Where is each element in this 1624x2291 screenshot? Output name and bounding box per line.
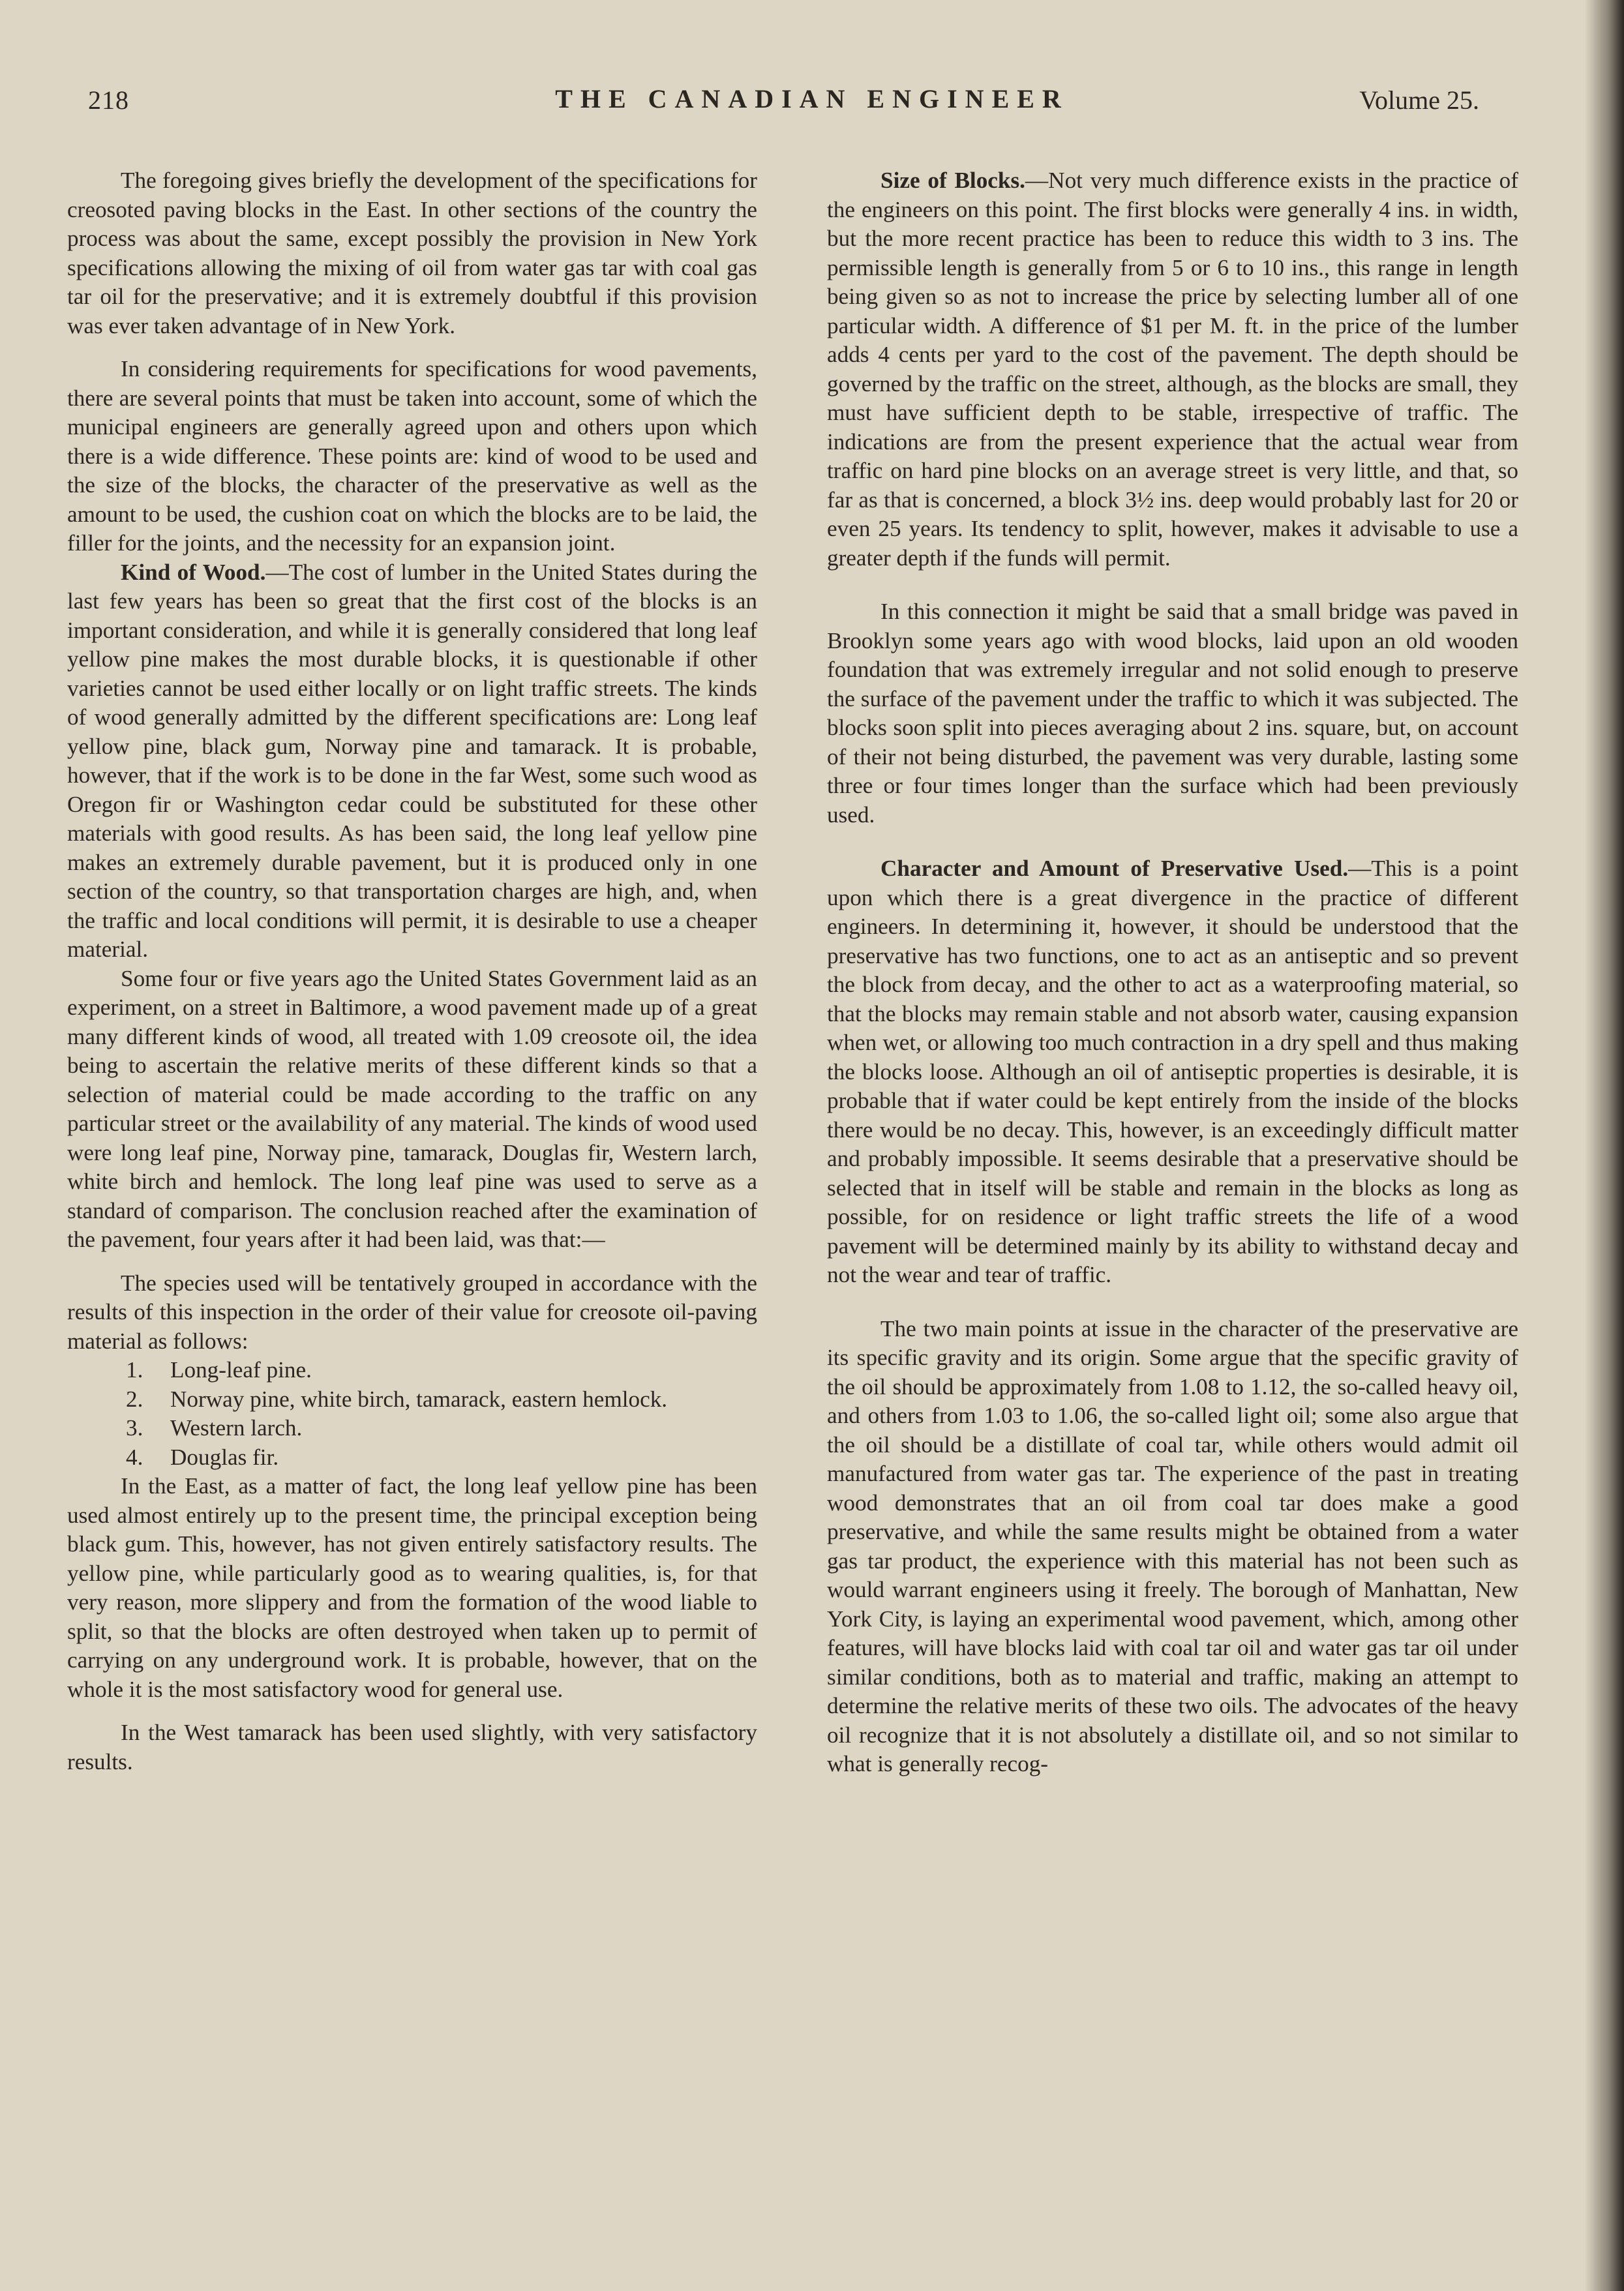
- right-column: [827, 166, 1518, 1779]
- page-header: [0, 85, 1624, 124]
- list-text: Douglas fir.: [170, 1444, 279, 1470]
- page-number: 218: [88, 85, 129, 115]
- page-edge-shadow: [1585, 0, 1624, 2291]
- list-number: 2.: [126, 1386, 143, 1412]
- list-number: 1.: [126, 1357, 143, 1383]
- list-text: Norway pine, white birch, tamarack, eastern hemlock.: [170, 1386, 668, 1412]
- left-column: [67, 166, 757, 1776]
- section-heading: Character and Amount of Preservative Used.: [880, 856, 1349, 881]
- paragraph: Some four or five years ago the United States Government laid as an experiment, on a street in Baltimore, a wood pavement made up of a great many different kinds of wood, all treated with 1.09 creosote oil, the idea being to ascertain the relative merits of these different kinds so that a selection of material could be made according to the traffic on any particular street or the availability of any material. The kinds of wood used were long leaf pine, Norway pine, tamarack, Douglas fir, Western larch, white birch and hemlock. The long leaf pine was used to serve as a standard of comparison. The conclusion reached after the examination of the pavement, four years after it had been laid, was that:—: [67, 965, 757, 1252]
- paragraph: In considering requirements for specifications for wood pavements, there are several points that must be taken into account, some of which the municipal engineers are generally agreed upon and others upon which there is a wide difference. These points are: kind of wood to be used and the size of the blocks, the character of the preservative as well as the amount to be used, the cushion coat on which the blocks are to be laid, the filler for the joints, and the necessity for an expansion joint.: [67, 356, 757, 556]
- list-item: [67, 1356, 757, 1385]
- paragraph: The two main points at issue in the character of the preservative are its specific gravity and its origin. Some argue that the specific gravity of the oil should be approximately from 1.08 to 1.12, the so-called heavy oil, and others from 1.03 to 1.06, the so-called light oil; some also argue that the oil should be a distillate of coal tar, while others would admit oil manufactured from water gas tar. The experience of the past in treating wood demonstrates that an oil from coal tar does make a good preservative, and while the same results might be obtained from a water gas tar product, the experience with this material has not been such as would warrant engineers using it freely. The borough of Manhattan, New York City, is laying an experimental wood pavement, which, among other features, will have blocks laid with coal tar oil and water gas tar oil under similar conditions, both as to material and traffic, making an attempt to determine the relative merits of these two oils. The advocates of the heavy oil recognize that it is not absolutely a distillate oil, and so not similar to what is generally recog-: [827, 1315, 1518, 1776]
- paragraph: In the West tamarack has been used slightly, with very satisfactory results.: [67, 1720, 757, 1774]
- list-number: 4.: [126, 1444, 143, 1470]
- paragraph: The foregoing gives briefly the development of the specifications for creosoted paving blocks in the East. In other sections of the country the process was about the same, except possibly the provision in New York specifications allowing the mixing of oil from water gas tar with coal gas tar oil for the preservative; and it is extremely doubtful if this provision was ever taken advantage of in New York.: [67, 168, 757, 338]
- volume-label: Volume 25.: [1359, 85, 1479, 115]
- section-heading: Kind of Wood.: [121, 559, 266, 585]
- paragraph: In this connection it might be said that a small bridge was paved in Brooklyn some years ago with wood blocks, laid upon an old wooden foundation that was extremely irregular and not solid enough to preserve the surface of the pavement under the traffic to which it was subjected. The blocks soon split into pieces averaging about 2 ins. square, but, on account of their not being disturbed, the pavement was very durable, lasting some three or four times longer than the surface which had been previously used.: [827, 599, 1518, 828]
- paragraph-body: —The cost of lumber in the United States during the last few years has been so great that the first cost of the blocks is an important consideration, and while it is generally considered that long leaf yellow pine makes the most durable blocks, it is questionable if other varieties cannot be used either locally or on light traffic streets. The kinds of wood generally admitted by the different specifications are: Long leaf yellow pine, black gum, Norway pine and tamarack. It is probable, however, that if the work is to be done in the far West, some such wood as Oregon fir or Washington cedar could be substituted for these other materials with good results. As has been said, the long leaf yellow pine makes an extremely durable pavement, but it is produced only in one section of the country, so that transportation charges are high, and, when the traffic and local conditions will permit, it is desirable to use a cheaper material.: [67, 559, 758, 962]
- journal-title: THE CANADIAN ENGINEER: [555, 84, 1069, 113]
- list-item: [67, 1443, 757, 1473]
- list-item: [67, 1414, 757, 1443]
- paragraph: In the East, as a matter of fact, the long leaf yellow pine has been used almost entirely up to the present time, the principal exception being black gum. This, however, has not given entirely satisfactory results. The yellow pine, while particularly good as to wearing qualities, is, for that very reason, more slippery and from the formation of the wood liable to split, so that the blocks are often destroyed when taken up to permit of carrying on any underground work. It is probable, however, that on the whole it is the most satisfactory wood for general use.: [67, 1473, 757, 1702]
- paragraph: The species used will be tentatively grouped in accordance with the results of this inspection in the order of their value for creosote oil-paving material as follows:: [67, 1270, 757, 1354]
- paragraph: [827, 166, 1518, 573]
- list-item: [67, 1385, 757, 1415]
- list-text: Long-leaf pine.: [170, 1357, 312, 1383]
- section-heading: Size of Blocks.: [880, 168, 1025, 193]
- list-number: 3.: [126, 1415, 143, 1441]
- paragraph-body: —This is a point upon which there is a great divergence in the practice of different engineers. In determining it, however, it should be understood that the preservative has two functions, one to act as an antiseptic and so prevent the block from decay, and the other to act as a waterproofing material, so that the blocks may remain stable and not absorb water, causing expansion when wet, or allowing too much contraction in a dry spell and thus making the blocks loose. Although an oil of antiseptic properties is desirable, it is probable that if water could be kept entirely from the inside of the blocks there would be no decay. This, however, is an exceedingly difficult matter and probably impossible. It seems desirable that a preservative should be selected that in itself will be stable and remain in the blocks as long as possible, for on residence or light traffic streets the life of a wood pavement will be determined mainly by its ability to withstand decay and not the wear and tear of traffic.: [827, 856, 1518, 1287]
- paragraph-body: —Not very much difference exists in the practice of the engineers on this point. The first blocks were generally 4 ins. in width, but the more recent practice has been to reduce this width to 3 ins. The permissible length is generally from 5 or 6 to 10 ins., this range in length being given so as not to increase the price by selecting lumber all of one particular width. A difference of $1 per M. ft. in the price of the lumber adds 4 cents per yard to the cost of the pavement. The depth should be governed by the traffic on the street, although, as the blocks are small, they must have sufficient depth to be stable, irrespective of traffic. The indications are from the present experience that the actual wear from traffic on hard pine blocks on an average street is very little, and that, so far as that is concerned, a block 3½ ins. deep would probably last for 20 or even 25 years. Its tendency to split, however, makes it advisable to use a greater depth if the funds will permit.: [827, 168, 1518, 571]
- paragraph: [67, 558, 757, 965]
- list-text: Western larch.: [170, 1415, 303, 1441]
- paragraph: [827, 854, 1518, 1290]
